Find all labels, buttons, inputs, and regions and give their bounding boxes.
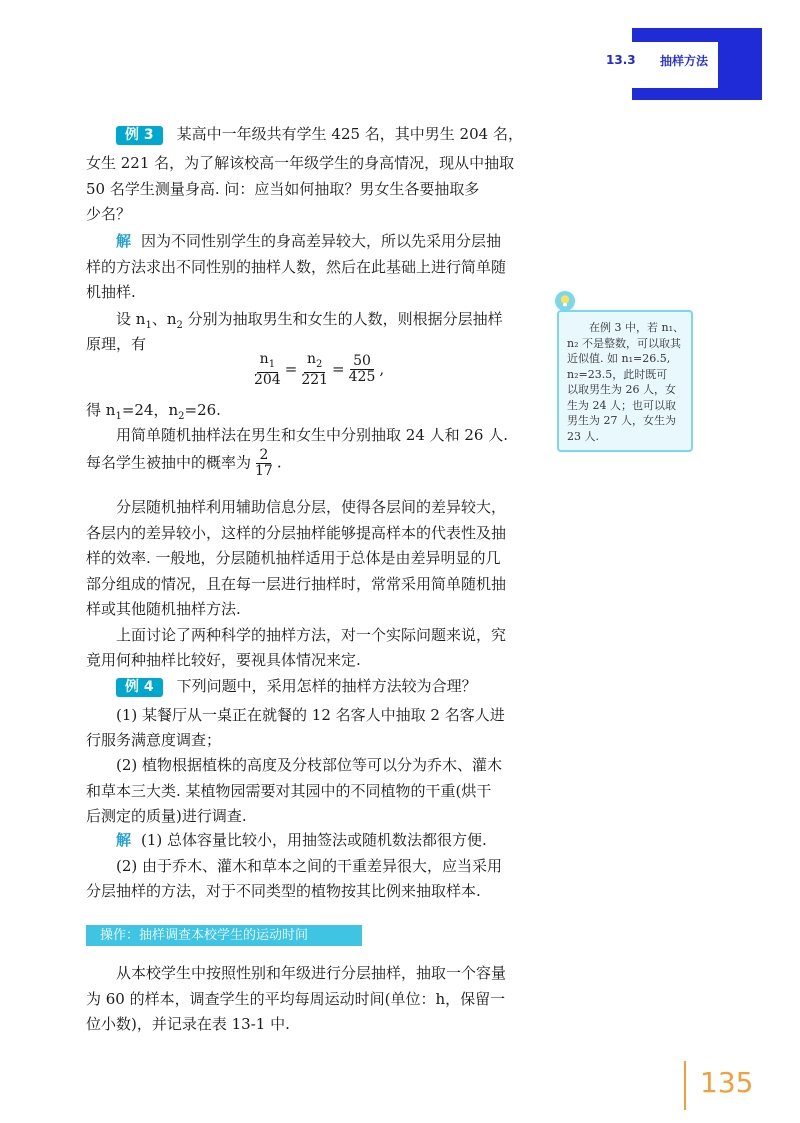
stratified-line-5: 样或其他随机抽样方法.: [86, 600, 241, 618]
solution4-a1: 解 (1) 总体容量比较小，用抽签法或随机数法都很方便.: [116, 831, 487, 849]
solution3-setup: 设 $n_1$、$n_2$ 分别为抽取男生和女生的人数，则根据分层抽样: [116, 310, 503, 331]
example4-q1-line-2: 行服务满意度调查；: [86, 731, 222, 749]
tip-line: n₂ 不是整数，可以取其: [567, 336, 681, 350]
example4-q2-line-1: (2) 植物根据植株的高度及分枝部位等可以分为乔木、灌木: [116, 756, 503, 774]
solution3-result: 得 $n_1=24$，$n_2=26$.: [86, 401, 221, 422]
solution3-line-2: 样的方法求出不同性别的抽样人数，然后在此基础上进行简单随: [86, 258, 507, 276]
stratified-line-1: 分层随机抽样利用辅助信息分层，使得各层间的差异较大，: [116, 498, 507, 516]
tip-box: [557, 310, 693, 452]
tip-line: 生为 24 人；也可以取: [567, 398, 676, 412]
example4-q1-line-1: (1) 某餐厅从一桌正在就餐的 12 名客人中抽取 2 名客人进: [116, 706, 505, 724]
example4-label: 例 4: [116, 678, 163, 697]
tip-line: n₂=23.5，此时既可: [567, 367, 668, 381]
tip-line: 在例 3 中，若 n₁、: [589, 321, 684, 334]
solution3-line-3: 机抽样.: [86, 283, 136, 301]
tip-line: 近似值. 如 n₁=26.5,: [567, 352, 671, 365]
solution4-a2-line-1: (2) 由于乔木、灌木和草本之间的干重差异很大，应当采用: [116, 857, 503, 875]
example4-q2-line-2: 和草本三大类. 某植物园需要对其园中的不同植物的干重(烘干: [86, 782, 492, 800]
solution3-label: 解: [116, 232, 132, 250]
example4-question: 例 4 下列问题中，采用怎样的抽样方法较为合理？: [116, 678, 562, 697]
operation-line-2: 为 60 的样本，调查学生的平均每周运动时间(单位：h，保留一: [86, 990, 506, 1008]
solution4-a2-line-2: 分层抽样的方法，对于不同类型的植物按其比例来抽取样本.: [86, 882, 481, 900]
solution3-line-1: 解 因为不同性别学生的身高差异较大，所以先采用分层抽: [116, 232, 502, 250]
solution3-srs: 用简单随机抽样法在男生和女生中分别抽取 24 人和 26 人.: [116, 426, 509, 444]
tip-line: 男生为 27 人，女生为: [567, 414, 676, 427]
operation-banner: 操作：抽样调查本校学生的运动时间: [86, 925, 362, 946]
example3-label: 例 3: [116, 126, 163, 145]
lightbulb-icon: [555, 291, 575, 311]
operation-line-1: 从本校学生中按照性别和年级进行分层抽样，抽取一个容量: [116, 964, 507, 982]
tip-line: 以取男生为 26 人，女: [567, 383, 676, 396]
example4-q2-line-3: 后测定的质量)进行调查.: [86, 807, 247, 825]
header-section-number: 13.3: [606, 53, 636, 67]
header-section-title: 抽样方法: [660, 54, 709, 68]
operation-line-3: 位小数)，并记录在表 13-1 中.: [86, 1015, 290, 1033]
example3-line-1: 例 3 某高中一年级共有学生 425 名，其中男生 204 名，: [116, 126, 562, 145]
proportion-equation: $\frac{n_1}{204}$ = $\frac{n_2}{221}$ = $\frac{50}{425}$ ,: [254, 351, 385, 388]
solution3-setup-line-2: 原理，有: [86, 335, 147, 353]
solution3-probability: 每名学生被抽中的概率为 $\frac{2}{17}$ .: [86, 447, 282, 479]
example3-line-4: 少名？: [86, 205, 132, 223]
stratified-line-3: 样的效率. 一般地，分层随机抽样适用于总体是由差异明显的几: [86, 549, 501, 567]
example3-line-3: 50 名学生测量身高. 问：应当如何抽取？男女生各要抽取多: [86, 180, 480, 198]
tip-line: 23 人.: [567, 429, 599, 443]
discuss-line-2: 竟用何种抽样比较好，要视具体情况来定.: [86, 651, 361, 669]
discuss-line-1: 上面讨论了两种科学的抽样方法，对一个实际问题来说，究: [116, 626, 507, 644]
page-number: 135: [700, 1066, 754, 1099]
page-number-divider: [684, 1061, 686, 1110]
solution4-label: 解: [116, 831, 132, 849]
example3-line-2: 女生 221 名，为了解该校高一年级学生的身高情况，现从中抽取: [86, 154, 515, 172]
stratified-line-2: 各层内的差异较小，这样的分层抽样能够提高样本的代表性及抽: [86, 524, 507, 542]
stratified-line-4: 部分组成的情况，且在每一层进行抽样时，常常采用简单随机抽: [86, 575, 507, 593]
